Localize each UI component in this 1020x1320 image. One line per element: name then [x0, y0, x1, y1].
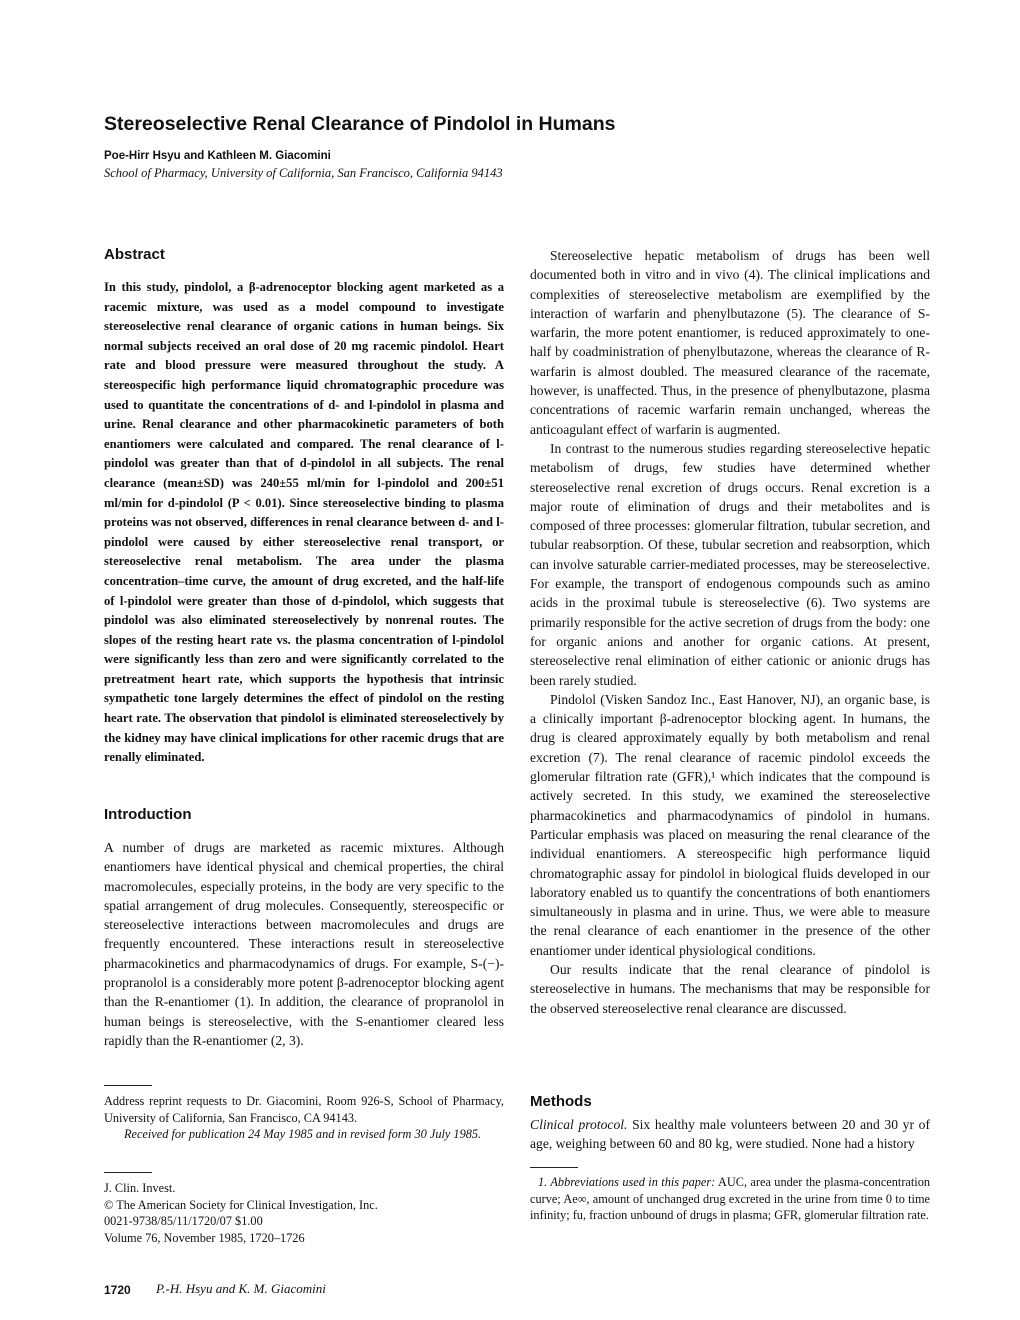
introduction-heading: Introduction [104, 806, 192, 823]
footnote-rule-left [104, 1085, 152, 1086]
abstract-text: In this study, pindolol, a β-adrenoceptor blocking agent marketed as a racemic mixture, was used as a model compound to investigate stereoselective renal clearance of organic cations in human beings. Six normal subjects received an oral dose of 20 mg racemic pindolol. Heart rate and blood pressure were measured throughout the study. A stereospecific high performance liquid chromatographic procedure was used to quantitate the concentrations of d- and l-pindolol in plasma and urine. Renal clearance and other pharmacokinetic parameters of both enantiomers were calculated and compared. The renal clearance of l-pindolol was greater than that of d-pindolol in all subjects. The renal clearance (mean±SD) was 240±55 ml/min for l-pindolol and 200±51 ml/min for d-pindolol (P < 0.01). Since stereoselective binding to plasma proteins was not observed, differences in renal clearance between d- and l-pindolol were caused by either stereoselective renal transport, or stereoselective renal metabolism. The area under the plasma concentration–time curve, the amount of drug excreted, and the half-life of l-pindolol were greater than those of d-pindolol, which suggests that pindolol was also eliminated stereoselectively by nonrenal routes. The slopes of the resting heart rate vs. the plasma concentration of l-pindolol were significantly less than zero and were significantly correlated to the pretreatment heart rate, which supports the hypothesis that intrinsic sympathetic tone largely determines the effect of pindolol on the resting heart rate. The observation that pindolol is eliminated stereoselectively by the kidney may have clinical implications for other racemic drugs that are renally eliminated. [104, 280, 504, 765]
methods-heading: Methods [530, 1093, 592, 1110]
intro-paragraph-3: In contrast to the numerous studies regarding stereoselective hepatic metabolism of drugs, few studies have determined whether stereoselective renal excretion of drugs occurs. Renal excretion is a major route of elimination of drugs and their metabolites and is composed of three processes: glomerular filtration, tubular secretion, and tubular reabsorption. Of these, tubular secretion and reabsorption, which can involve saturable carrier-mediated processes, may be stereoselective. For example, the transport of endogenous compounds such as amino acids in the proximal tubule is stereoselective (6). Two systems are primarily responsible for the active secretion of drugs from the body: one for organic anions and another for organic cations. At present, stereoselective renal elimination of either cationic or anionic drugs has been rarely studied. [530, 440, 930, 688]
intro-paragraph-4: Pindolol (Visken Sandoz Inc., East Hanover, NJ), an organic base, is a clinically important β-adrenoceptor blocking agent. In humans, the drug is cleared approximately equally by both metabolism and renal excretion (7). The renal clearance of racemic pindolol exceeds the glomerular filtration rate (GFR),¹ which indicates that the compound is actively secreted. In this study, we examined the stereoselective pharmacokinetics and pharmacodynamics of pindolol in humans. Particular emphasis was placed on measuring the renal clearance of the individual enantiomers. A stereospecific high performance liquid chromatographic assay for pindolol in biological fluids developed in our laboratory enabled us to quantify the concentrations of both enantiomers simultaneously in plasma and in urine. Thus, we were able to measure the renal clearance of each enantiomer in the presence of the other enantiomer under identical physiological conditions. [530, 691, 930, 958]
methods-body [530, 1115, 930, 1154]
abbreviations-text: AUC, area under the plasma-concentration curve; Ae∞, amount of unchanged drug excreted in the urine from time 0 to time infinity; fu, fraction unbound of drugs in plasma; GFR, glomerular filtration rate. [530, 1175, 930, 1223]
intro-paragraph-1: A number of drugs are marketed as racemic mixtures. Although enantiomers have identical physical and chemical properties, the chiral macromolecules, especially proteins, in the body are very specific to the spatial arrangement of drug molecules. Consequently, stereospecific or stereoselective interactions between macromolecules and drugs are frequently encountered. These interactions result in stereoselective pharmacokinetics and pharmacodynamics of drugs. For example, S-(−)-propranolol is a considerably more potent β-adrenoceptor blocking agent than the R-enantiomer (1). In addition, the clearance of propranolol in human beings is stereoselective, with the S-enantiomer cleared less rapidly than the R-enantiomer (2, 3). [104, 840, 504, 1048]
introduction-left-column [104, 838, 504, 1050]
intro-paragraph-5: Our results indicate that the renal clearance of pindolol is stereoselective in humans. The mechanisms that may be responsible for the observed stereoselective renal clearance are discussed. [530, 961, 930, 1016]
footnote-reprint-block [104, 1093, 504, 1143]
methods-text: Six healthy male volunteers between 20 and 30 yr of age, weighing between 60 and 80 kg, were studied. None had a history [530, 1117, 930, 1152]
received-date: Received for publication 24 May 1985 and in revised form 30 July 1985. [124, 1127, 482, 1142]
article-affiliation: School of Pharmacy, University of California, San Francisco, California 94143 [104, 166, 503, 180]
intro-paragraph-2: Stereoselective hepatic metabolism of drugs has been well documented both in vitro and in vivo (4). The clinical implications and complexities of stereoselective metabolism are exemplified by the interaction of warfarin and phenylbutazone (5). The clearance of S-warfarin, the more potent enantiomer, is reduced approximately to one-half by coadministration of phenylbutazone, whereas the clearance of R-warfarin is almost doubled. The measured clearance of the racemate, however, is unaffected. Thus, in the presence of phenylbutazone, plasma concentrations of racemic warfarin remain unchanged, whereas the anticoagulant effect of warfarin is augmented. [530, 248, 930, 437]
abbreviations-footnote [530, 1174, 930, 1224]
issn-line: 0021-9738/85/11/1720/07 $1.00 [104, 1214, 263, 1229]
copyright-line: © The American Society for Clinical Investigation, Inc. [104, 1197, 378, 1212]
footnote-rule-journal [104, 1172, 152, 1173]
page-number: 1720 [104, 1283, 131, 1297]
article-authors: Poe-Hirr Hsyu and Kathleen M. Giacomini [104, 150, 331, 162]
journal-info-block [104, 1180, 504, 1246]
methods-lead: Clinical protocol. [530, 1117, 628, 1132]
abstract-heading: Abstract [104, 246, 165, 263]
running-head: P.-H. Hsyu and K. M. Giacomini [156, 1281, 326, 1296]
abbreviations-lead: 1. Abbreviations used in this paper: [538, 1175, 716, 1189]
reprint-address: Address reprint requests to Dr. Giacomini, Room 926-S, School of Pharmacy, University of California, San Francisco, CA 94143. [104, 1094, 504, 1125]
footnote-rule-right [530, 1167, 578, 1168]
volume-line: Volume 76, November 1985, 1720–1726 [104, 1230, 305, 1245]
introduction-right-column [530, 246, 930, 1018]
journal-name: J. Clin. Invest. [104, 1181, 176, 1195]
article-title: Stereoselective Renal Clearance of Pindolol in Humans [104, 113, 616, 135]
abstract-body [104, 278, 504, 768]
